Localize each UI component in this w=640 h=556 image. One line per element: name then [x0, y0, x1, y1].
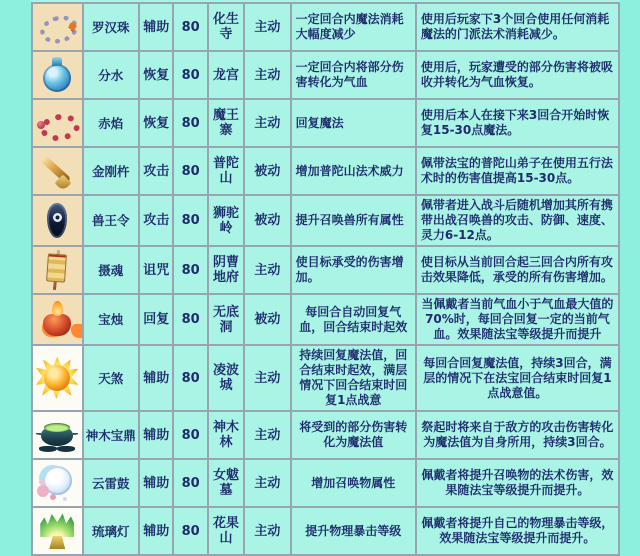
item-type: 诅咒: [139, 246, 173, 294]
item-school: 普陀山: [208, 147, 244, 195]
item-level: 80: [173, 411, 207, 459]
item-icon-cell: [32, 147, 83, 195]
item-effect: 使目标承受的伤害增加。: [291, 246, 416, 294]
item-icon-cell: [32, 246, 83, 294]
item-desc: 使目标从当前回合起三回合内所有攻击效果降低，承受的所有伤害增加。: [416, 246, 619, 294]
treasure-candle-icon: [35, 298, 79, 342]
prayer-beads-icon: [35, 5, 79, 49]
item-desc: 佩带法宝的普陀山弟子在使用五行法术时的伤害值提高15-30点。: [416, 147, 619, 195]
table-row: [32, 345, 619, 411]
table-row: [32, 459, 619, 507]
item-school: 魔王寨: [208, 99, 244, 147]
item-effect: 回复魔法: [291, 99, 416, 147]
item-name: 赤焰: [83, 99, 140, 147]
vajra-pestle-icon: [35, 149, 79, 193]
red-beads-icon: [35, 101, 79, 145]
cloud-drum-icon: [35, 461, 79, 505]
item-mode: 被动: [244, 147, 290, 195]
table-row: [32, 507, 619, 555]
item-mode: 主动: [244, 246, 290, 294]
item-name: 神木宝鼎: [83, 411, 140, 459]
treasure-table: [31, 0, 620, 556]
item-desc: 当佩戴者当前气血小于气血最大值的70%时，每回合回复一定的当前气血。效果随法宝等级提升而提升: [416, 294, 619, 345]
table-row: [32, 51, 619, 99]
item-desc: 使用后本人在接下来3回合开始时恢复15-30点魔法。: [416, 99, 619, 147]
item-type: 回复: [139, 294, 173, 345]
item-name: 兽王令: [83, 195, 140, 246]
item-effect: 提升召唤兽所有属性: [291, 195, 416, 246]
item-effect: 增加普陀山法术威力: [291, 147, 416, 195]
item-school: 无底洞: [208, 294, 244, 345]
table-row: [32, 3, 619, 51]
item-school: 化生寺: [208, 3, 244, 51]
item-mode: 主动: [244, 51, 290, 99]
item-type: 辅助: [139, 411, 173, 459]
item-icon-cell: [32, 345, 83, 411]
table-row: [32, 294, 619, 345]
item-icon-cell: [32, 51, 83, 99]
item-name: 金刚杵: [83, 147, 140, 195]
table-row: [32, 147, 619, 195]
item-desc: 使用后玩家下3个回合使用任何消耗魔法的门派法术消耗减少。: [416, 3, 619, 51]
item-level: 80: [173, 3, 207, 51]
item-desc: 每回合回复魔法值，持续3回合，满层的情况下在法宝回合结束时回复1点战意值。: [416, 345, 619, 411]
item-icon-cell: [32, 459, 83, 507]
item-level: 80: [173, 147, 207, 195]
item-icon-cell: [32, 99, 83, 147]
item-level: 80: [173, 195, 207, 246]
item-level: 80: [173, 246, 207, 294]
item-school: 狮驼岭: [208, 195, 244, 246]
item-desc: 祭起时将来自于敌方的攻击伤害转化为魔法值为自身所用，持续3回合。: [416, 411, 619, 459]
item-effect: 提升物理暴击等级: [291, 507, 416, 555]
item-desc: 佩带者进入战斗后随机增加其所有携带出战召唤兽的攻击、防御、速度、灵力6-12点。: [416, 195, 619, 246]
item-school: 花果山: [208, 507, 244, 555]
item-type: 辅助: [139, 459, 173, 507]
item-mode: 主动: [244, 411, 290, 459]
item-name: 琉璃灯: [83, 507, 140, 555]
item-type: 辅助: [139, 3, 173, 51]
item-school: 阴曹地府: [208, 246, 244, 294]
item-level: 80: [173, 459, 207, 507]
item-name: 分水: [83, 51, 140, 99]
item-type: 攻击: [139, 195, 173, 246]
item-mode: 被动: [244, 294, 290, 345]
item-name: 天煞: [83, 345, 140, 411]
item-type: 辅助: [139, 507, 173, 555]
glazed-lamp-icon: [35, 509, 79, 553]
item-mode: 主动: [244, 507, 290, 555]
item-level: 80: [173, 507, 207, 555]
item-effect: 一定回合内将部分伤害转化为气血: [291, 51, 416, 99]
item-name: 罗汉珠: [83, 3, 140, 51]
item-level: 80: [173, 345, 207, 411]
item-level: 80: [173, 99, 207, 147]
item-mode: 主动: [244, 345, 290, 411]
item-type: 辅助: [139, 345, 173, 411]
item-icon-cell: [32, 195, 83, 246]
soul-banner-icon: [35, 248, 79, 292]
item-icon-cell: [32, 294, 83, 345]
item-effect: 一定回合内魔法消耗大幅度减少: [291, 3, 416, 51]
item-icon-cell: [32, 3, 83, 51]
item-mode: 主动: [244, 3, 290, 51]
table-row: [32, 246, 619, 294]
water-flask-icon: [35, 53, 79, 97]
item-level: 80: [173, 294, 207, 345]
item-desc: 佩戴者将提升自己的物理暴击等级，效果随法宝等级提升而提升。: [416, 507, 619, 555]
item-type: 恢复: [139, 99, 173, 147]
item-name: 云雷鼓: [83, 459, 140, 507]
item-effect: 每回合自动回复气血，回合结束时起效: [291, 294, 416, 345]
item-desc: 佩戴者将提升召唤物的法术伤害，效果随法宝等级提升而提升。: [416, 459, 619, 507]
item-icon-cell: [32, 411, 83, 459]
item-effect: 持续回复魔法值，回合结束时起效，满层情况下回合结束时回复1点战意: [291, 345, 416, 411]
item-type: 攻击: [139, 147, 173, 195]
item-school: 神木林: [208, 411, 244, 459]
item-school: 凌波城: [208, 345, 244, 411]
item-effect: 增加召唤物属性: [291, 459, 416, 507]
item-school: 龙宫: [208, 51, 244, 99]
item-mode: 主动: [244, 459, 290, 507]
item-school: 女魃墓: [208, 459, 244, 507]
treasure-items-grid: [31, 2, 620, 556]
beast-token-icon: [35, 199, 79, 243]
table-row: [32, 195, 619, 246]
table-row: [32, 99, 619, 147]
item-desc: 使用后，玩家遭受的部分伤害将被吸收并转化为气血恢复。: [416, 51, 619, 99]
item-name: 宝烛: [83, 294, 140, 345]
treasure-cauldron-icon: [35, 413, 79, 457]
item-mode: 主动: [244, 99, 290, 147]
item-mode: 被动: [244, 195, 290, 246]
item-type: 恢复: [139, 51, 173, 99]
item-effect: 将受到的部分伤害转化为魔法值: [291, 411, 416, 459]
table-row: [32, 411, 619, 459]
fire-orb-icon: [35, 356, 79, 400]
item-icon-cell: [32, 507, 83, 555]
item-name: 摄魂: [83, 246, 140, 294]
item-level: 80: [173, 51, 207, 99]
